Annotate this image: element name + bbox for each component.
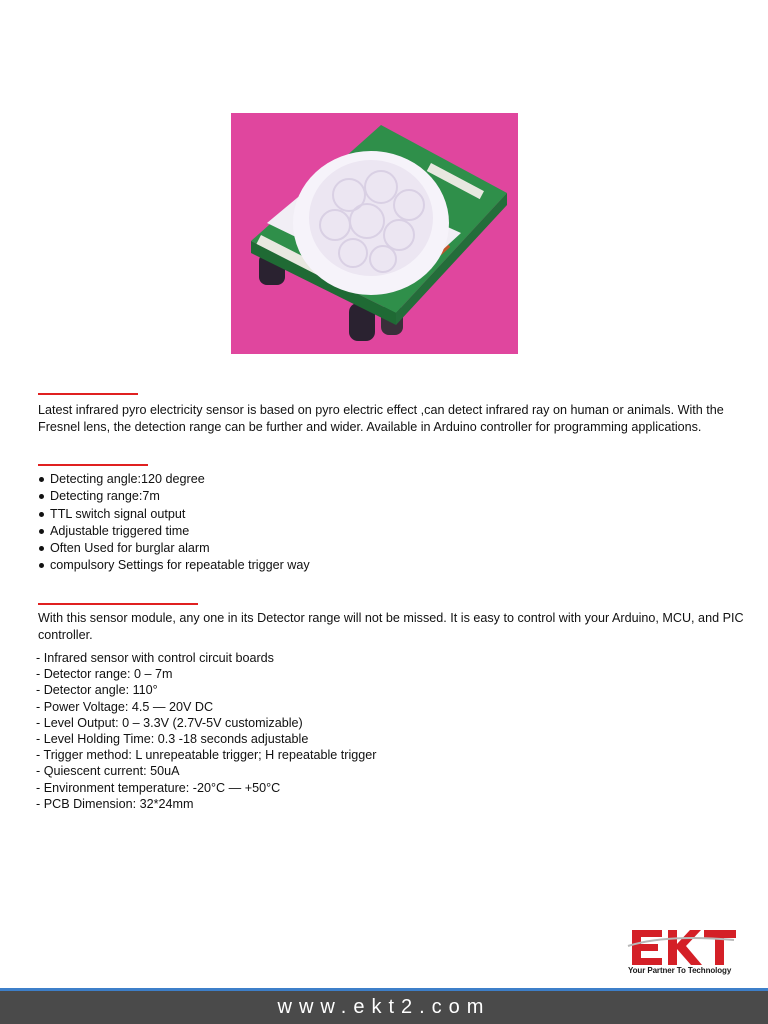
spec-item: - PCB Dimension: 32*24mm: [36, 796, 194, 811]
specs-list: [36, 650, 376, 812]
feature-item: Detecting angle:120 degree: [38, 471, 310, 488]
module-paragraph: With this sensor module, any one in its Detector range will not be missed. It is easy to control with your Arduino, MCU, and PIC controller.: [38, 611, 744, 642]
feature-item: compulsory Settings for repeatable trigger way: [38, 557, 310, 574]
spec-item: - Level Output: 0 – 3.3V (2.7V-5V customizable): [36, 715, 303, 730]
spec-item: - Detector range: 0 – 7m: [36, 667, 173, 682]
section-rule-module: [38, 603, 198, 605]
spec-item: - Infrared sensor with control circuit boards: [36, 651, 274, 665]
feature-item: Detecting range:7m: [38, 488, 310, 505]
product-photo: [231, 113, 518, 354]
spec-item: - Level Holding Time: 0.3 -18 seconds adjustable: [36, 732, 309, 747]
spec-item: - Power Voltage: 4.5 — 20V DC: [36, 699, 214, 714]
ekt-logo-mark: [626, 926, 738, 968]
footer-bar: [0, 991, 768, 1024]
pir-sensor-illustration: [231, 113, 518, 354]
section-rule-intro: [38, 393, 138, 395]
spec-item: - Environment temperature: -20°C — +50°C: [36, 780, 281, 795]
feature-item: TTL switch signal output: [38, 506, 310, 523]
spec-item: - Quiescent current: 50uA: [36, 764, 180, 779]
spec-item: - Trigger method: L unrepeatable trigger; H repeatable trigger: [36, 748, 377, 763]
spec-item: - Detector angle: 110°: [36, 683, 158, 698]
logo-tagline: Your Partner To Technology: [628, 966, 732, 975]
feature-item: Adjustable triggered time: [38, 523, 310, 540]
footer-url[interactable]: www.ekt2.com: [277, 996, 491, 1018]
features-list: [38, 471, 310, 575]
intro-paragraph: Latest infrared pyro electricity sensor is based on pyro electric effect ,can detect infrared ray on human or animals. With the Fresnel lens, the detection range can be further and wider. Available in Arduino controller for programming applications.: [38, 403, 724, 434]
ekt-logo: [626, 926, 738, 978]
feature-item: Often Used for burglar alarm: [38, 540, 310, 557]
section-rule-features: [38, 464, 148, 466]
